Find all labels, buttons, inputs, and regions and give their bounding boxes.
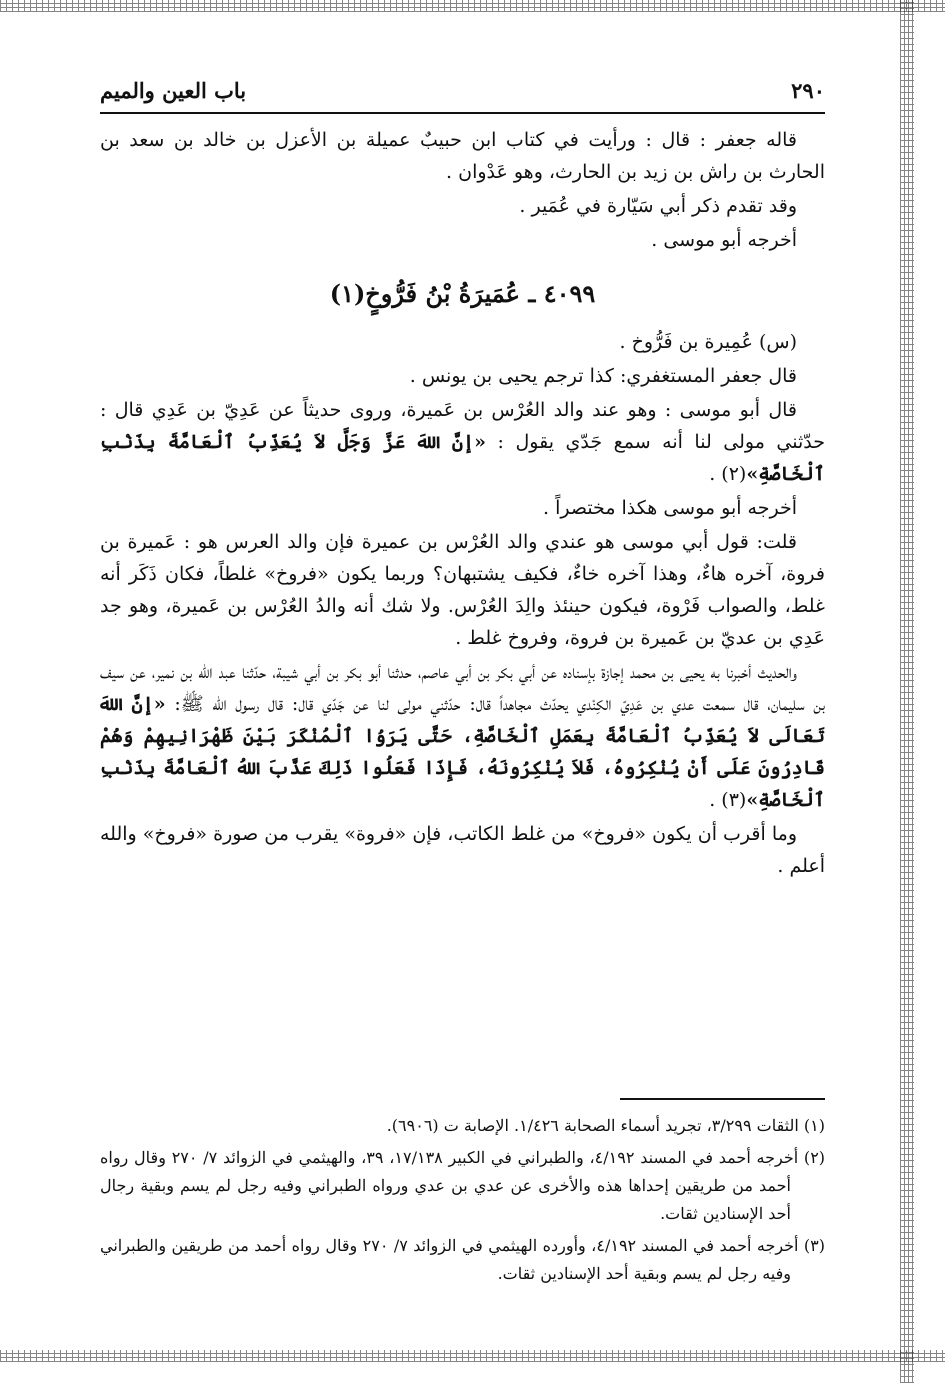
entry-heading: ٤٠٩٩ ـ عُمَيرَةُ بْنُ فَرُّوخٍ(١)	[329, 279, 596, 308]
hadith-quote: «إنَّ اللهَ عَزَّ وَجَلَّ لاَ يُعَذِّبُ ٱلْعَامَّةَ بِذَنْبِ ٱلْخَاصَّةِ»	[100, 431, 825, 485]
main-text	[100, 124, 825, 884]
paragraph: أخرجه أبو موسى هكذا مختصراً .	[543, 497, 797, 519]
hadith-quote: «إنَّ اللهَ تَعَالَى لاَ يُعَذِّبُ ٱلْعَامَّةَ بِعَمَلِ ٱلْخَاصَّةِ، حَتَّى يَرَوُا ٱلْمُنْكَرَ بَيْنَ ظَهْرَانِيهِمْ وَهُمْ قَادِرُونَ عَلَى أَنْ يُنْكِرُوهُ، فَلاَ يُنْكِرُونَهُ، فَإِذَا فَعَلُوا ذَلِكَ عَذَّبَ اللهُ ٱلْعَامَّةَ بِذَنْبِ ٱلْخَاصَّةِ»	[100, 693, 825, 811]
footnote-ref: (٣) .	[709, 789, 747, 811]
paragraph: (س) عُمِيرة بن فَرُّوخ .	[619, 331, 797, 353]
chapter-title: باب العين والميم	[100, 78, 247, 103]
paragraph: قال جعفر المستغفري: كذا ترجم يحيى بن يونس .	[409, 365, 797, 387]
right-ornamental-border	[900, 0, 914, 1383]
paragraph-with-hadith	[100, 656, 825, 816]
paragraph: وما أقرب أن يكون «فروخ» من غلط الكاتب، فإن «فروة» يقرب من صورة «فروخ» والله أعلم .	[100, 823, 825, 877]
footnote-separator	[620, 1098, 825, 1100]
paragraph-text: قال أبو موسى : وهو عند والد العُرْس بن عَميرة، وروى حديثاً عن عَدِيّ بن عَدِي قال : حدّثني مولى لنا أنه سمع جَدّي يقول :	[100, 399, 825, 453]
footnote: (١) الثقات ٣/٢٩٩، تجريد أسماء الصحابة ١/٤٢٦. الإصابة ت (٦٩٠٦).	[386, 1116, 825, 1135]
footnote-ref: (٢) .	[709, 463, 747, 485]
header-rule	[100, 112, 825, 114]
page-header	[100, 72, 825, 112]
paragraph-with-hadith	[100, 394, 825, 490]
top-ornamental-border	[0, 0, 945, 12]
paragraph: أخرجه أبو موسى .	[651, 229, 797, 251]
paragraph: قاله جعفر : قال : ورأيت في كتاب ابن حبيبٌ عميلة بن الأعزل بن خالد بن سعد بن الحارث بن راش بن زيد بن الحارث، وهو عَدْوان .	[100, 129, 825, 183]
paragraph: قلت: قول أبي موسى هو عندي والد العُرْس بن عميرة فإن والد العرس هو : عَميرة بن فروة، آخره هاءٌ، وهذا آخره خاءٌ، فكيف يشتبهان؟ وربما يكون «فروخ» غلطاً، فكان ذَكَر أنه غلط، والصواب فَرْوة، فيكون حينئذ والِدَ العُرْس. ولا شك أنه والدُ العُرْس بن عَميرة، وهو جد عَدِي بن عديّ بن عَميرة بن فروة، وفروخ غلط .	[100, 531, 825, 649]
paragraph: وقد تقدم ذكر أبي سَيّارة في عُمَير .	[519, 195, 797, 217]
bottom-ornamental-border	[0, 1350, 945, 1362]
footnotes	[100, 1112, 825, 1292]
footnote: (٢) أخرجه أحمد في المسند ٤/١٩٢، والطبراني في الكبير ١٧/١٣٨، ٣٩، والهيثمي في الزوائد ٧/ ٢٧٠ وقال رواه أحمد من طريقين إحداها هذه والأخرى عن عدي بن عدي ورواه الطبراني وفيه رجل لم يسم وبقية رجال أحد الإسنادين ثقات.	[100, 1148, 826, 1223]
paragraph-text: والحديث أخبرنا به يحيى بن محمد إجازة بإسناده عن أبي بكر بن أبي عاصم، حدثنا أبو بكر بن أبي شيبة، حدّثنا عبد الله بن نمير، عن سيف بن سليمان، قال سمعت عدي بن عَدِيّ الكِنْدي يحدّث مجاهداً قال: حدّثني مولى لنا عن جَدّي قال: قال رسول الله ﷺ:	[100, 661, 825, 715]
footnote: (٣) أخرجه أحمد في المسند ٤/١٩٢، وأورده الهيثمي في الزوائد ٧/ ٢٧٠ وقال رواه أحمد من طريقين والطبراني وفيه رجل لم يسم وبقية أحد الإسنادين ثقات.	[100, 1236, 826, 1283]
page-number: ٢٩٠	[791, 78, 825, 103]
